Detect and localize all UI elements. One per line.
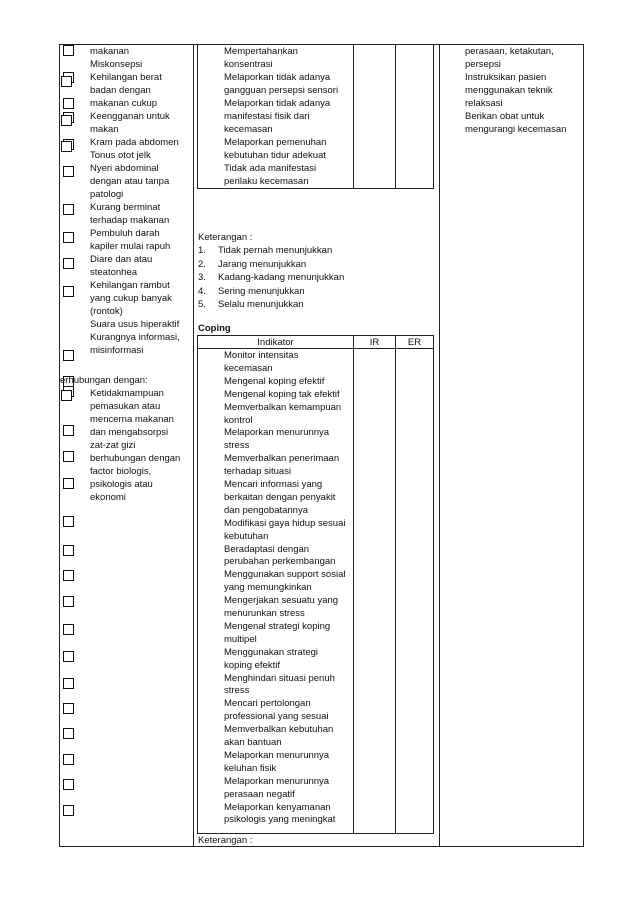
- indicator-line: Melaporkan tidak adanya: [224, 72, 331, 83]
- left-item-line: Tonus otot jelk: [90, 150, 151, 161]
- related-item-line: dan mengabsorpsi: [90, 427, 169, 438]
- left-item-line: Miskonsepsi: [90, 59, 143, 70]
- coping-indicator-line: dan pengobatannya: [224, 504, 308, 516]
- inner-table1-left: [197, 44, 198, 189]
- right-line: Instruksikan pasien: [465, 72, 547, 83]
- checkbox[interactable]: [63, 425, 74, 436]
- right-line: mengurangi kecemasan: [465, 124, 567, 135]
- related-item-line: Ketidakmampuan: [90, 388, 164, 399]
- left-item-line: makanan: [90, 46, 130, 57]
- checkbox[interactable]: [63, 754, 74, 765]
- coping-indicator-line: menurunkan stress: [224, 608, 305, 619]
- checkbox[interactable]: [63, 516, 74, 527]
- checkbox[interactable]: [63, 596, 74, 607]
- coping-indicator-line: Melaporkan kenyamanan: [224, 801, 331, 813]
- coping-title: Coping: [198, 323, 231, 334]
- coping-indicator-line: Memverbalkan kemampuan: [224, 401, 342, 413]
- left-item-line: Nyeri abdominal: [90, 163, 159, 174]
- checkbox[interactable]: [63, 805, 74, 816]
- keterangan-text: Sering menunjukkan: [218, 285, 305, 297]
- related-item-line: pemasukan atau: [90, 401, 161, 412]
- coping-table-left: [197, 335, 198, 834]
- coping-indicator-line: akan bantuan: [224, 737, 282, 748]
- coping-indicator-line: psikologis yang meningkat: [224, 814, 336, 826]
- related-heading: erhubungan dengan:: [60, 375, 148, 386]
- coping-indicator-line: perasaan negatif: [224, 788, 295, 800]
- coping-indicator-line: yang memungkinkan: [224, 582, 312, 594]
- left-item-line: patologi: [90, 189, 124, 200]
- keterangan-text: Selalu menunjukkan: [218, 299, 304, 310]
- checkbox[interactable]: [63, 624, 74, 635]
- coping-indicator-line: stress: [224, 685, 250, 697]
- checkbox[interactable]: [63, 703, 74, 714]
- column-divider-2: [439, 44, 440, 847]
- checkbox[interactable]: [63, 166, 74, 177]
- checkbox[interactable]: [63, 678, 74, 689]
- coping-indicator-line: keluhan fisik: [224, 762, 277, 774]
- right-line: relaksasi: [465, 98, 503, 109]
- coping-indicator-line: Menggunakan support sosial: [224, 569, 346, 581]
- coping-indicator-line: kecemasan: [224, 362, 273, 374]
- indicator-line: Tidak ada manifestasi: [224, 163, 317, 174]
- right-line: Berikan obat untuk: [465, 111, 545, 122]
- left-item-line: makan: [90, 124, 119, 135]
- checkbox[interactable]: [63, 258, 74, 269]
- coping-indicator-line: Memverbalkan penerimaan: [224, 453, 340, 465]
- indicator-line: Mempertahankan: [224, 46, 298, 57]
- coping-indicator-line: Modifikasi gaya hidup sesuai: [224, 517, 346, 529]
- left-item-line: terhadap makanan: [90, 215, 170, 226]
- checkbox[interactable]: [63, 350, 74, 361]
- left-item-line: misinformasi: [90, 345, 144, 356]
- left-item-line: Kram pada abdomen: [90, 137, 179, 148]
- right-line: persepsi: [465, 59, 501, 70]
- table-border-left: [59, 44, 60, 847]
- checkbox[interactable]: [63, 651, 74, 662]
- coping-table-right: [433, 335, 434, 834]
- checkbox[interactable]: [63, 286, 74, 297]
- coping-indicator-line: terhadap situasi: [224, 466, 292, 478]
- indicator-line: kebutuhan tidur adekuat: [224, 150, 326, 161]
- coping-indicator-line: berkaitan dengan penyakit: [224, 491, 336, 503]
- checkbox[interactable]: [63, 204, 74, 215]
- left-item-line: yang cukup banyak: [90, 293, 172, 304]
- left-item-line: kapiler mulai rapuh: [90, 241, 171, 252]
- indicator-line: konsentrasi: [224, 59, 273, 70]
- indicator-line: perilaku kecemasan: [224, 176, 309, 187]
- coping-indicator-line: Mengenal koping tak efektif: [224, 388, 340, 400]
- coping-indicator-line: Mengenal strategi koping: [224, 620, 331, 632]
- coping-header-indicator: Indikator: [257, 337, 294, 348]
- coping-indicator-line: Melaporkan menurunnya: [224, 749, 330, 761]
- indicator-line: kecemasan: [224, 124, 273, 135]
- keterangan-number: 4.: [198, 285, 206, 297]
- right-line: menggunakan teknik: [465, 85, 553, 96]
- checkbox[interactable]: [61, 76, 72, 87]
- left-item-line: Kurang berminat: [90, 202, 161, 213]
- left-item-line: Keengganan untuk: [90, 111, 170, 122]
- coping-indicator-line: Memverbalkan kebutuhan: [224, 724, 334, 736]
- keterangan-text: Tidak pernah menunjukkan: [218, 245, 333, 256]
- inner-table1-right: [433, 44, 434, 189]
- left-item-line: Kurangnya informasi,: [90, 332, 180, 343]
- checkbox[interactable]: [63, 98, 74, 109]
- keterangan-text: Jarang menunjukkan: [218, 258, 307, 270]
- coping-indicator-line: professional yang sesuai: [224, 711, 329, 723]
- left-item-line: Pembuluh darah: [90, 228, 160, 239]
- checkbox[interactable]: [63, 45, 74, 56]
- left-item-line: dengan atau tanpa: [90, 176, 170, 187]
- coping-indicator-line: kebutuhan: [224, 530, 269, 542]
- coping-header-ir: IR: [369, 337, 380, 348]
- related-item-line: factor biologis,: [90, 466, 152, 477]
- checkbox[interactable]: [63, 232, 74, 243]
- left-item-line: Kehilangan berat: [90, 72, 162, 83]
- checkbox[interactable]: [61, 115, 72, 126]
- keterangan-title: Keterangan :: [198, 232, 253, 243]
- related-item-line: ekonomi: [90, 492, 126, 503]
- coping-footer: Keterangan :: [198, 835, 253, 846]
- left-item-line: (rontok): [90, 306, 123, 317]
- left-item-line: Diare dan atau: [90, 254, 153, 265]
- keterangan-number: 1.: [198, 245, 206, 256]
- related-item-line: psikologis atau: [90, 479, 153, 490]
- indicator-line: manifestasi fisik dari: [224, 111, 310, 122]
- inner-table1-ir-divider: [353, 44, 354, 189]
- left-item-line: Kehilangan rambut: [90, 280, 170, 291]
- related-item-line: zat-zat gizi: [90, 440, 136, 451]
- inner-table1-bottom: [197, 188, 434, 189]
- checkbox[interactable]: [63, 728, 74, 739]
- left-item-line: steatonhea: [90, 267, 138, 278]
- column-divider-1: [193, 44, 194, 847]
- coping-indicator-line: Beradaptasi dengan: [224, 543, 310, 555]
- indicator-line: Melaporkan tidak adanya: [224, 98, 331, 109]
- related-item-line: mencerna makanan: [90, 414, 174, 425]
- keterangan-number: 3.: [198, 272, 206, 283]
- checkbox[interactable]: [61, 141, 72, 152]
- left-item-line: makanan cukup: [90, 98, 158, 109]
- keterangan-number: 2.: [198, 258, 206, 270]
- coping-header-er: ER: [407, 337, 422, 348]
- coping-ir-divider: [353, 335, 354, 834]
- keterangan-text: Kadang-kadang menunjukkan: [218, 272, 345, 283]
- coping-indicator-line: perubahan perkembangan: [224, 556, 336, 568]
- coping-indicator-line: Melaporkan menurunnya: [224, 427, 330, 439]
- indicator-line: Melaporkan pemenuhan: [224, 137, 327, 148]
- indicator-line: gangguan persepsi sensori: [224, 85, 339, 96]
- coping-er-divider: [395, 335, 396, 834]
- left-item-line: badan dengan: [90, 85, 151, 96]
- table-border-right: [583, 44, 584, 847]
- keterangan-number: 5.: [198, 299, 206, 310]
- coping-indicator-line: Mencari informasi yang: [224, 479, 323, 490]
- coping-indicator-line: Melaporkan menurunnya: [224, 775, 330, 787]
- left-item-line: Suara usus hiperaktif: [90, 319, 180, 330]
- coping-indicator-line: stress: [224, 440, 250, 452]
- checkbox[interactable]: [63, 478, 74, 489]
- checkbox[interactable]: [61, 390, 72, 401]
- coping-indicator-line: Mencari pertolongan: [224, 698, 311, 710]
- table-border-bottom: [59, 846, 584, 847]
- coping-indicator-line: Monitor intensitas: [224, 350, 299, 361]
- coping-indicator-line: kontrol: [224, 414, 253, 426]
- coping-indicator-line: multipel: [224, 633, 257, 645]
- related-item-line: berhubungan dengan: [90, 453, 181, 464]
- coping-indicator-line: koping efektif: [224, 659, 280, 671]
- coping-indicator-line: Menghindari situasi penuh: [224, 672, 335, 684]
- checkbox[interactable]: [63, 545, 74, 556]
- checkbox[interactable]: [63, 779, 74, 790]
- inner-table1-er-divider: [395, 44, 396, 189]
- coping-indicator-line: Mengerjakan sesuatu yang: [224, 595, 339, 607]
- coping-indicator-line: Menggunakan strategi: [224, 646, 319, 658]
- right-line: perasaan, ketakutan,: [465, 46, 554, 57]
- checkbox[interactable]: [63, 570, 74, 581]
- checkbox[interactable]: [63, 451, 74, 462]
- coping-indicator-line: Mengenal koping efektif: [224, 375, 325, 387]
